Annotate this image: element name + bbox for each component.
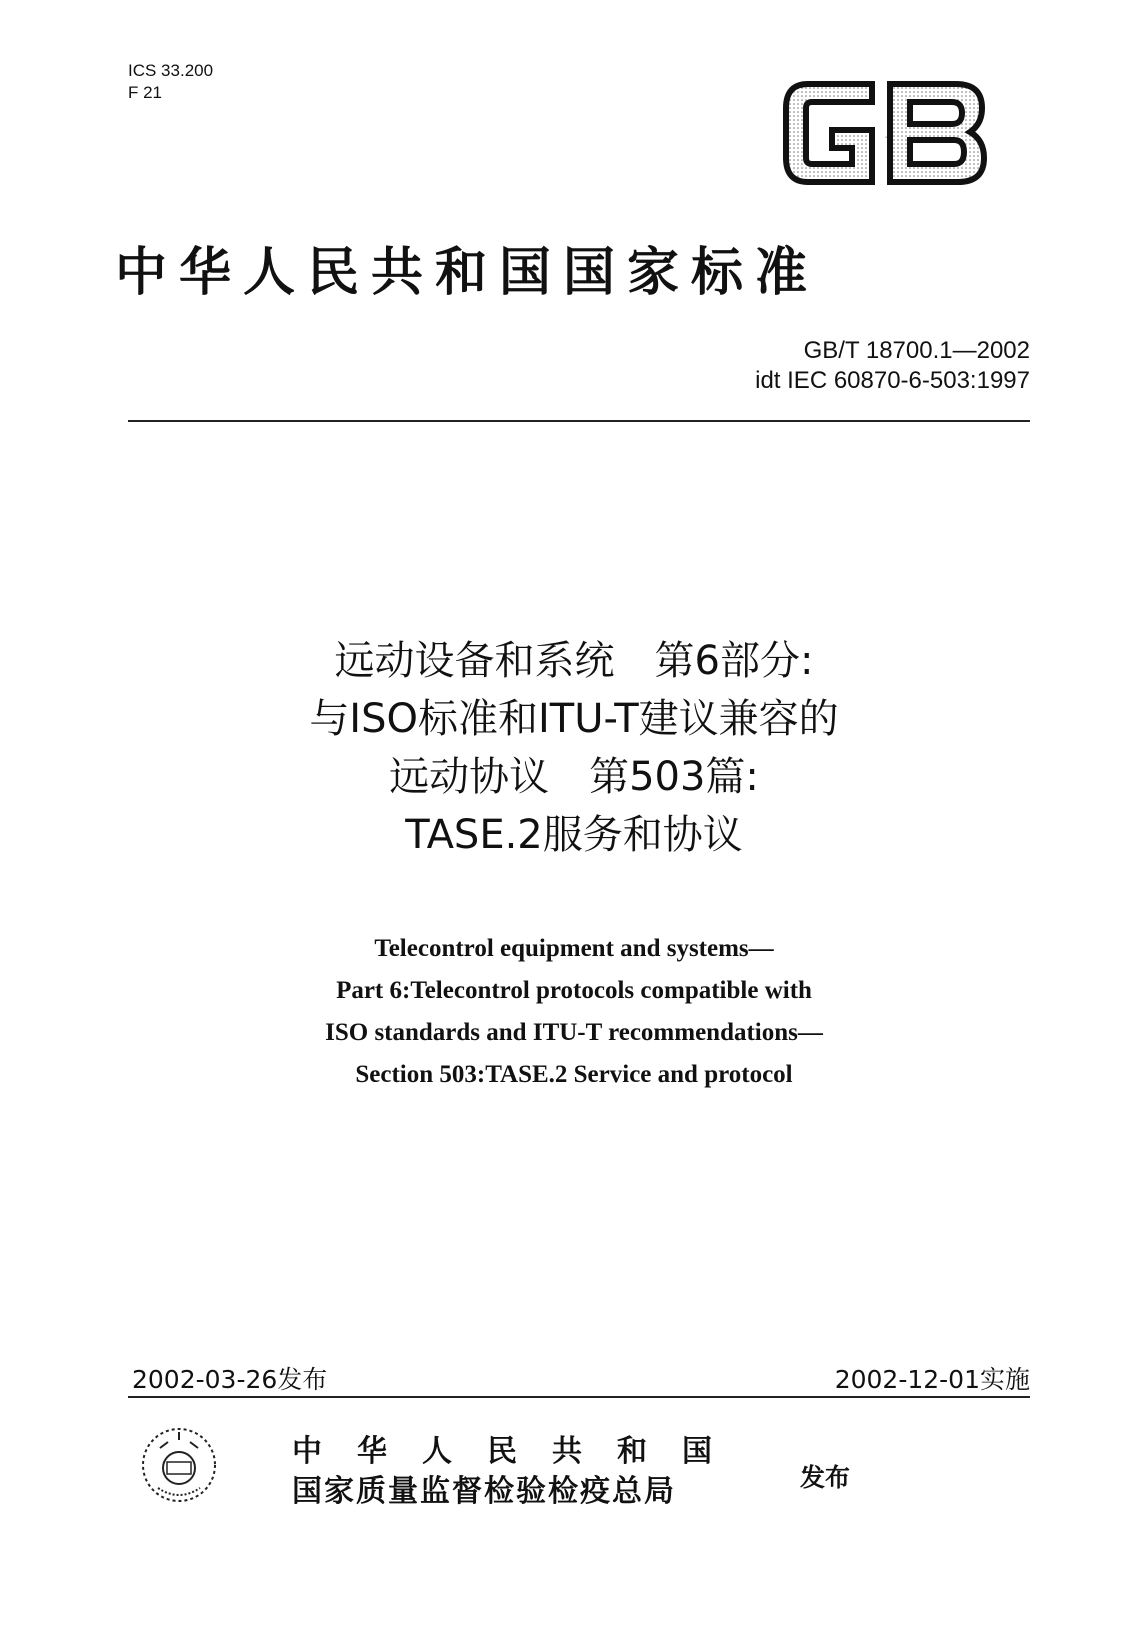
english-title-line: Telecontrol equipment and systems— <box>374 935 774 962</box>
standard-number: GB/T 18700.1—2002 <box>803 337 1030 364</box>
english-title <box>0 928 1148 1096</box>
effective-date: 2002-12-01实施 <box>834 1365 1030 1394</box>
ics-code: ICS 33.200 <box>128 61 214 80</box>
gb-logo <box>780 78 990 188</box>
idt-reference: idt IEC 60870-6-503:1997 <box>755 367 1030 394</box>
svg-text:GB: GB <box>885 137 889 139</box>
classification-codes <box>128 60 213 104</box>
top-divider <box>128 420 1030 422</box>
bottom-divider <box>128 1396 1030 1398</box>
chinese-title-line: 远动协议 第503篇: <box>389 754 759 800</box>
category-code: F 21 <box>128 83 163 102</box>
chinese-title <box>0 632 1148 864</box>
issuer-line-2: 国家质量监督检验检疫总局 <box>292 1474 676 1509</box>
english-title-line: Section 503:TASE.2 Service and protocol <box>355 1061 793 1088</box>
standard-number-block <box>755 336 1030 396</box>
publish-label: 发布 <box>800 1463 851 1492</box>
main-title: 中华人民共和国国家标准 <box>115 242 820 303</box>
english-title-line: Part 6:Telecontrol protocols compatible with <box>336 977 812 1004</box>
issuer-seal-icon <box>138 1424 220 1506</box>
chinese-title-line: TASE.2服务和协议 <box>405 812 743 858</box>
issue-date: 2002-03-26发布 <box>132 1365 328 1394</box>
issuing-authority <box>292 1432 747 1512</box>
english-title-line: ISO standards and ITU-T recommendations— <box>325 1019 823 1046</box>
issuer-line-1: 中华人民共和国 <box>292 1434 747 1469</box>
chinese-title-line: 远动设备和系统 第6部分: <box>334 638 814 684</box>
chinese-title-line: 与ISO标准和ITU-T建议兼容的 <box>309 696 839 742</box>
